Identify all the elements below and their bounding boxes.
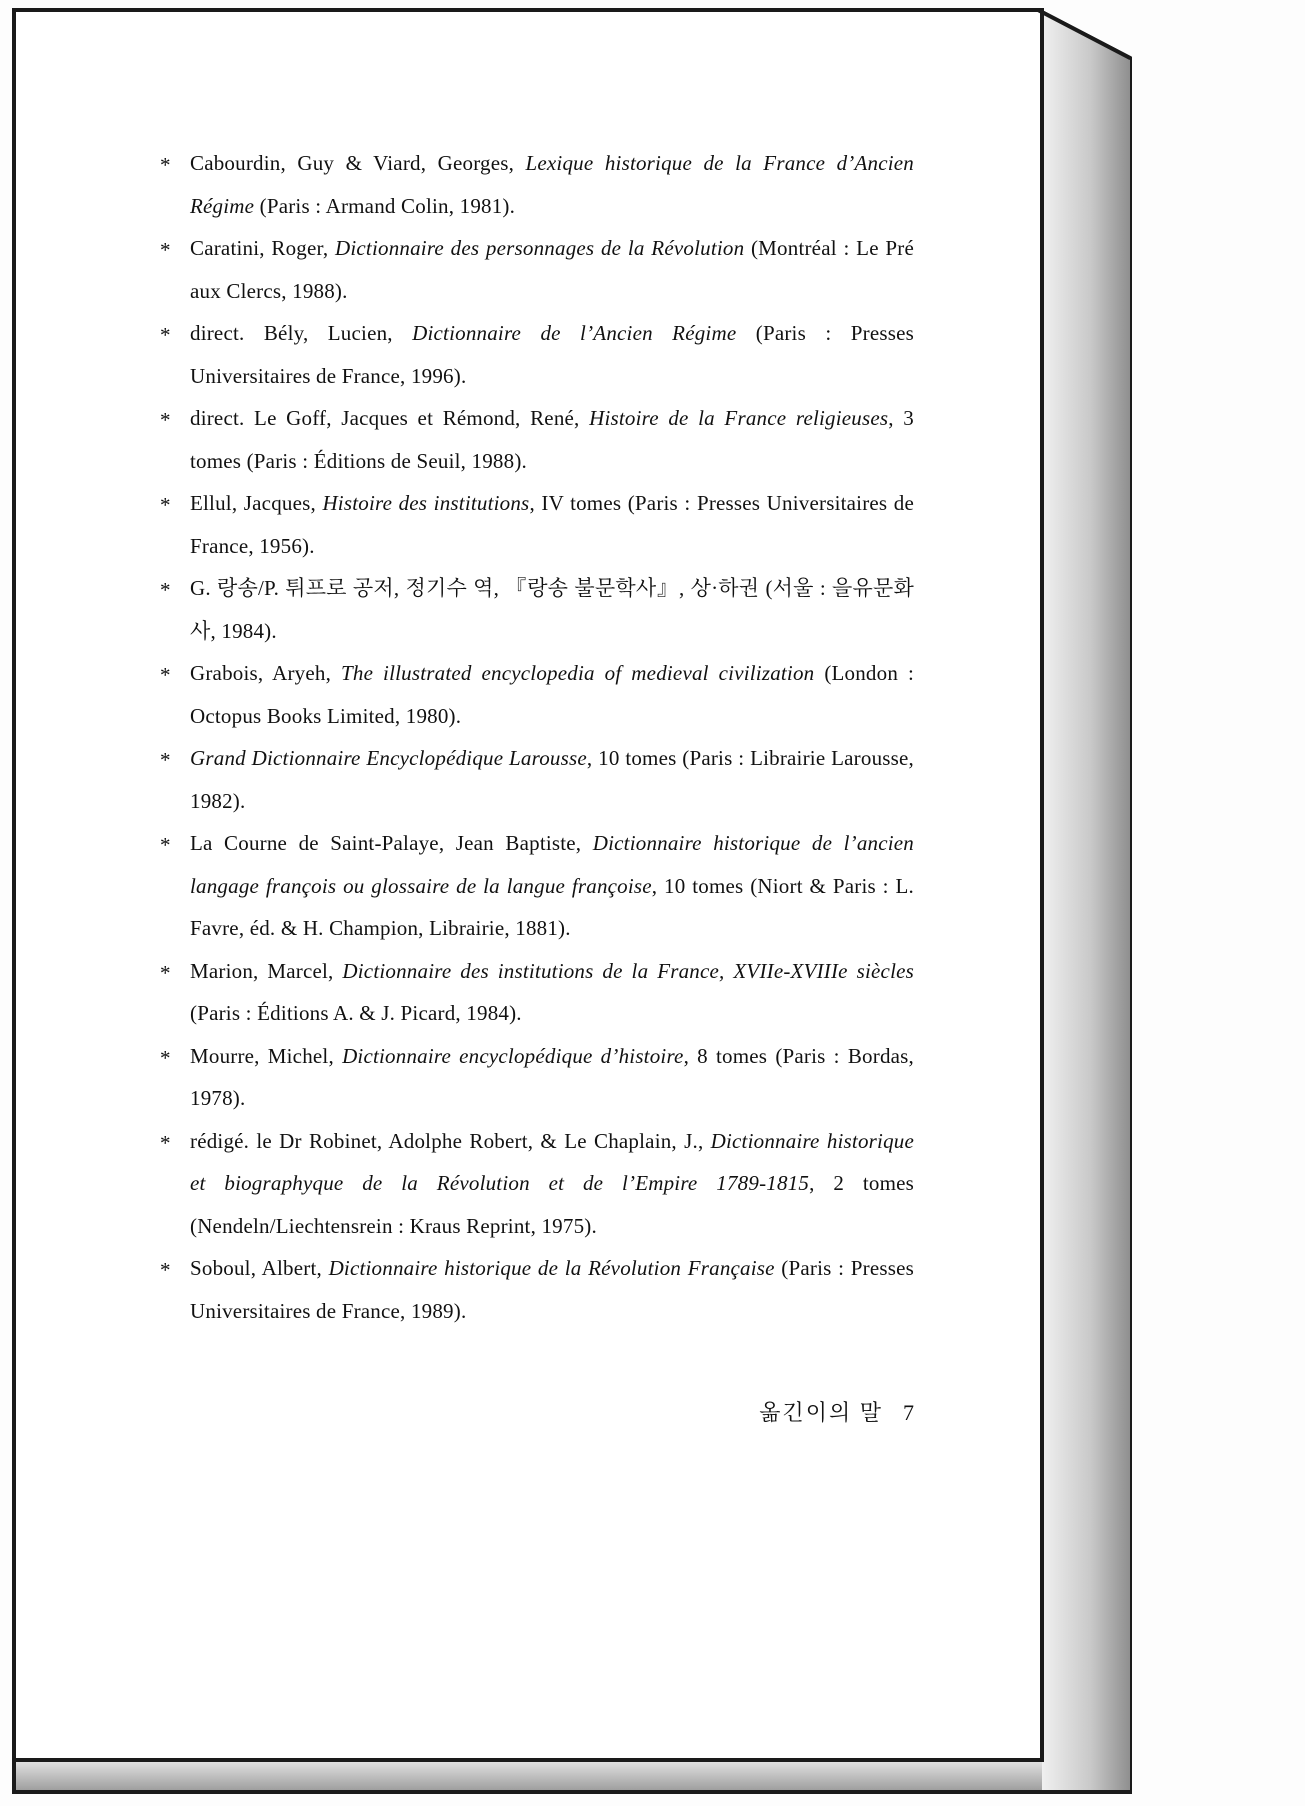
- entry-text: direct. Bély, Lucien,: [190, 321, 413, 345]
- entry-text: Caratini, Roger,: [190, 236, 336, 260]
- entry-title: Grand Dictionnaire Encyclopédique Larousse: [190, 746, 587, 770]
- bibliography-entry: [158, 1247, 914, 1332]
- entry-text: , 3 tomes (Paris : Éditions de Seuil, 1988).: [190, 406, 914, 473]
- entry-bullet: *: [160, 960, 171, 985]
- footer-section-label: 옮긴이의 말: [759, 1400, 883, 1425]
- entry-title: Dictionnaire historique de l’ancien langage françois ou glossaire de la langue françoise: [190, 831, 914, 898]
- entry-text: Marion, Marcel,: [190, 958, 343, 983]
- entry-title: Dictionnaire de l’Ancien Régime: [412, 321, 737, 345]
- bibliography-entry: [158, 652, 914, 737]
- entry-text: , 10 tomes (Paris : Librairie Larousse, 1982).: [190, 746, 914, 813]
- entry-bullet: *: [160, 663, 171, 687]
- entry-text: (Paris : Presses Universitaires de France, 1996).: [190, 321, 914, 388]
- entry-text: , 10 tomes (Niort & Paris : L. Favre, éd. & H. Champion, Librairie, 1881).: [190, 873, 914, 940]
- entry-title: Dictionnaire encyclopédique d’histoire: [342, 1043, 684, 1068]
- bibliography-entry: [158, 1035, 914, 1120]
- entry-title: Histoire de la France religieuses: [589, 406, 889, 430]
- bibliography-list: [158, 142, 914, 1332]
- page-bottom-edge: [16, 1758, 1042, 1790]
- bibliography-entry: [158, 227, 914, 312]
- entry-text: Grabois, Aryeh,: [190, 661, 341, 685]
- entry-text: (Paris : Armand Colin, 1981).: [254, 193, 516, 218]
- footer-page-number: 7: [903, 1400, 914, 1425]
- entry-bullet: *: [160, 578, 171, 602]
- bibliography-entry: [158, 312, 914, 397]
- bibliography-entry: [158, 397, 914, 482]
- entry-title: Dictionnaire historique de la Révolution Française: [328, 1256, 775, 1280]
- entry-bullet: *: [160, 408, 171, 432]
- page-right-edge: [1042, 14, 1130, 1790]
- entry-title: Dictionnaire des institutions de la France, XVIIe-XVIIIe siècles: [342, 958, 914, 983]
- bibliography-entry: [158, 142, 914, 227]
- entry-text: direct. Le Goff, Jacques et Rémond, René,: [190, 406, 590, 430]
- entry-bullet: *: [160, 1130, 171, 1155]
- entry-text: (Paris : Presses Universitaires de France, 1989).: [190, 1256, 915, 1323]
- entry-text: La Courne de Saint-Palaye, Jean Baptiste,: [190, 831, 593, 855]
- page-content: [158, 142, 914, 1332]
- entry-text: , 2 tomes (Nendeln/Liechtensrein : Kraus Reprint, 1975).: [190, 1171, 914, 1238]
- entry-text: Soboul, Albert,: [190, 1256, 329, 1280]
- bibliography-entry: [158, 737, 914, 822]
- page-footer: [158, 1396, 914, 1427]
- entry-text: (Paris : Éditions A. & J. Picard, 1984).: [190, 1001, 522, 1025]
- entry-bullet: *: [160, 1045, 171, 1070]
- entry-bullet: *: [160, 238, 171, 262]
- entry-bullet: *: [160, 1258, 171, 1282]
- entry-text: Ellul, Jacques,: [190, 491, 323, 515]
- bibliography-entry: [158, 567, 914, 652]
- entry-bullet: *: [160, 748, 171, 772]
- entry-text: rédigé. le Dr Robinet, Adolphe Robert, & Le Chaplain, J.,: [190, 1128, 711, 1153]
- entry-title: The illustrated encyclopedia of medieval civilization: [341, 661, 815, 685]
- bibliography-entry: [158, 482, 914, 567]
- entry-text: , 8 tomes (Paris : Bordas, 1978).: [190, 1043, 914, 1110]
- entry-text: Cabourdin, Guy & Viard, Georges,: [190, 151, 526, 175]
- entry-bullet: *: [160, 323, 171, 347]
- entry-title: Histoire des institutions: [322, 491, 530, 515]
- bibliography-entry: [158, 822, 914, 950]
- entry-title: Dictionnaire historique et biographyque de la Révolution et de l’Empire 1789-1815: [190, 1128, 914, 1195]
- entry-bullet: *: [160, 153, 171, 177]
- entry-bullet: *: [160, 493, 171, 517]
- entry-title: Dictionnaire des personnages de la Révolution: [335, 236, 745, 260]
- bibliography-entry: [158, 950, 914, 1035]
- bibliography-entry: [158, 1120, 914, 1248]
- entry-text: (Montréal : Le Pré aux Clercs, 1988).: [190, 236, 915, 303]
- entry-bullet: *: [160, 833, 171, 857]
- entry-text: Mourre, Michel,: [190, 1043, 343, 1068]
- entry-text: , IV tomes (Paris : Presses Universitaires de France, 1956).: [190, 491, 914, 558]
- entry-text: (London : Octopus Books Limited, 1980).: [190, 661, 915, 728]
- entry-text: G. 랑송/P. 튀프로 공저, 정기수 역, 『랑송 불문학사』, 상·하권 (서울 : 을유문화사, 1984).: [190, 576, 914, 643]
- entry-title: Lexique historique de la France d’Ancien Régime: [190, 151, 914, 218]
